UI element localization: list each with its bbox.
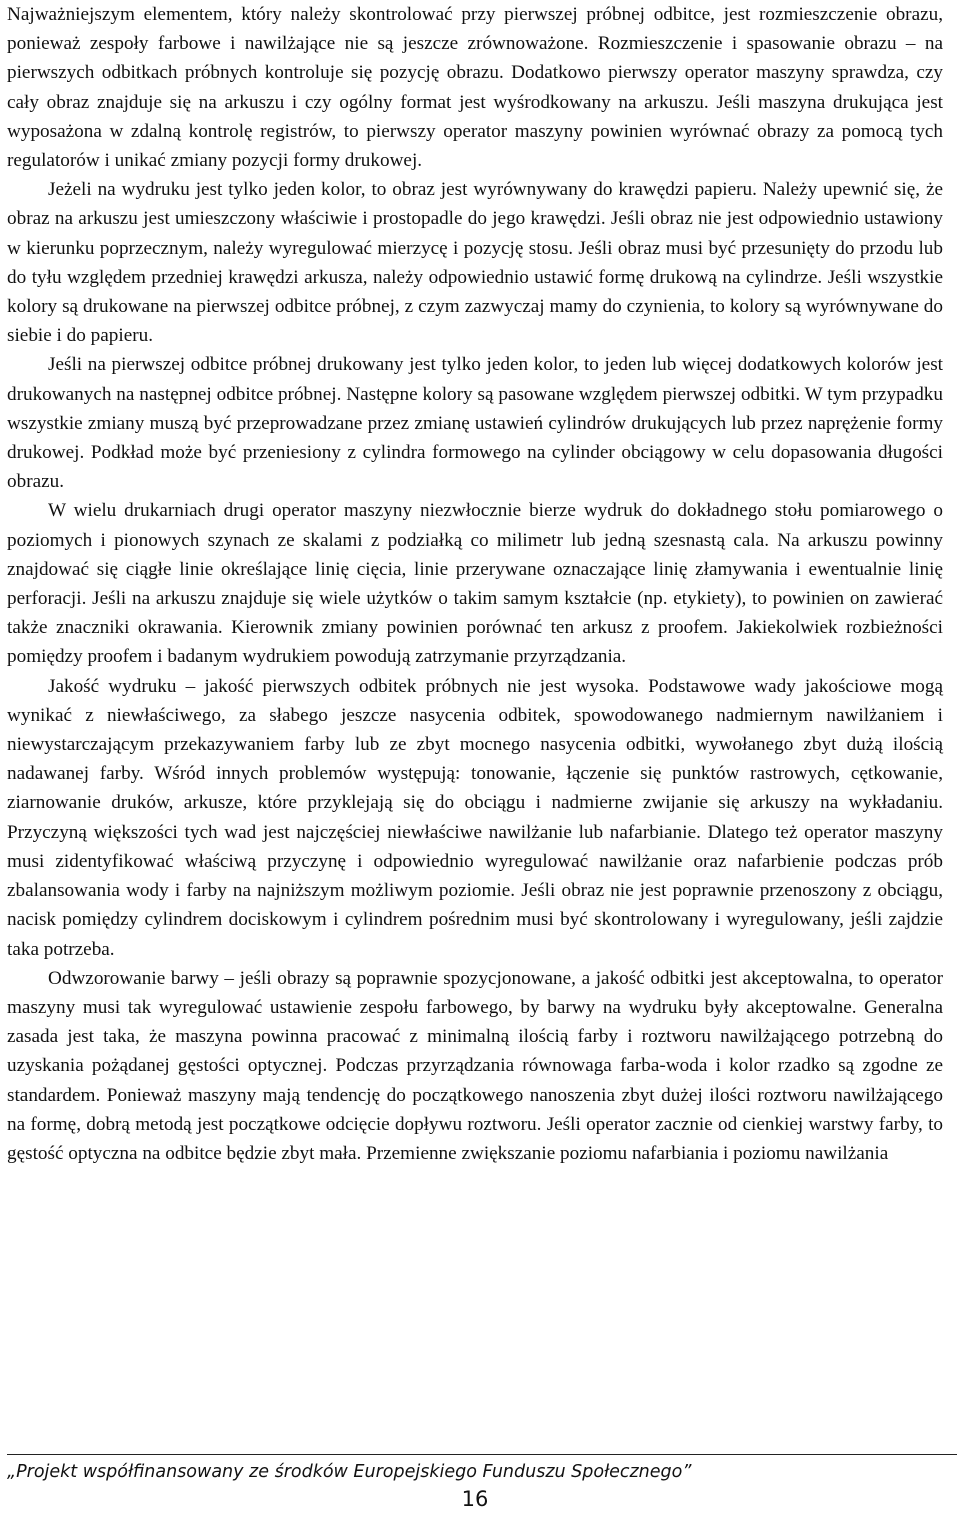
page-number: 16 [461, 1487, 489, 1511]
footer-text: „Projekt współfinansowany ze środków Europejskiego Funduszu Społecznego” [7, 1462, 692, 1482]
body-text [7, 0, 943, 1168]
paragraph: W wielu drukarniach drugi operator maszyny niezwłocznie bierze wydruk do dokładnego stołu pomiarowego o poziomych i pionowych szynach ze skalami z podziałką co milimetr lub jedną szesnastą cala. Na arkuszu powinny znajdować się ciągłe linie określające linię cięcia, linie przerywane oznaczające linię złamywania i ewentualnie linię perforacji. Jeśli na arkuszu znajduje się wiele użytków o takim samym kształcie (np. etykiety), to powinien on zawierać także znaczniki okrawania. Kierownik zmiany powinien porównać ten arkusz z proofem. Jakiekolwiek rozbieżności pomiędzy proofem i badanym wydrukiem powodują zatrzymanie przyrządzania. [7, 500, 943, 668]
paragraph: Jeśli na pierwszej odbitce próbnej drukowany jest tylko jeden kolor, to jeden lub więcej dodatkowych kolorów jest drukowanych na następnej odbitce próbnej. Następne kolory są pasowane względem pierwszej odbitki. W tym przypadku wszystkie zmiany muszą być przeprowadzane przez zmianę ustawień cylindrów drukujących lub przez naprężenie formy drukowej. Podkład może być przeniesiony z cylindra formowego na cylinder obciągowy w celu dopasowania długości obrazu. [7, 354, 943, 493]
paragraph: Odwzorowanie barwy – jeśli obrazy są poprawnie spozycjonowane, a jakość odbitki jest akceptowalna, to operator maszyny musi tak wyregulować ustawienie zespołu farbowego, by barwy na wydruku były akceptowalne. Generalna zasada jest taka, że maszyna powinna pracować z minimalną ilością farby i roztworu nawilżającego potrzebną do uzyskania pożądanej gęstości optycznej. Podczas przyrządzania równowaga farba-woda i kolor rzadko są zgodne ze standardem. Ponieważ maszyny mają tendencję do początkowego nanoszenia zbyt dużej ilości roztworu nawilżającego na formę, dobrą metodą jest początkowe odcięcie dopływu roztworu. Jeśli operator zacznie od cienkiej warstwy farby, to gęstość optyczna na odbitce będzie zbyt mała. Przemienne zwiększanie poziomu nafarbiania i poziomu nawilżania [7, 967, 943, 1164]
paragraph: Jakość wydruku – jakość pierwszych odbitek próbnych nie jest wysoka. Podstawowe wady jakościowe mogą wynikać z niewłaściwego, za słabego jeszcze nasycenia odbitek, spowodowanego nadmiernym nawilżaniem i niewystarczającym przekazywaniem farby lub ze zbyt mocnego nasycenia odbitki, wywołanego zbyt dużą ilością nadawanej farby. Wśród innych problemów występują: tonowanie, łączenie się punktów rastrowych, cętkowanie, ziarnowanie druków, arkusze, które przyklejają się do obciągu i nadmierne zwijanie się arkuszy na wykładaniu. Przyczyną większości tych wad jest najczęściej niewłaściwe nawilżanie lub nafarbianie. Dlatego też operator maszyny musi zidentyfikować właściwą przyczynę i odpowiednio wyregulować nawilżanie oraz nafarbienie podczas prób zbalansowania wody i farby na najniższym możliwym poziomie. Jeśli obraz nie jest poprawnie przenoszony z obciągu, nacisk pomiędzy cylindrem dociskowym i cylindrem pośrednim musi być skontrolowany i wyregulowany, jeśli zajdzie taka potrzeba. [7, 675, 943, 960]
footer-divider [7, 1454, 957, 1455]
paragraph: Jeżeli na wydruku jest tylko jeden kolor, to obraz jest wyrównywany do krawędzi papieru. Należy upewnić się, że obraz na arkuszu jest umieszczony właściwie i prostopadle do jego krawędzi. Jeśli obraz nie jest odpowiednio ustawiony w kierunku poprzecznym, należy wyregulować mierzycę i pozycję stosu. Jeśli obraz musi być przesunięty do przodu lub do tyłu względem przedniej krawędzi arkusza, należy odpowiednio ustawić formę drukową na cylindrze. Jeśli wszystkie kolory są drukowane na pierwszej odbitce próbnej, z czym zazwyczaj mamy do czynienia, to kolory są wyrównywane do siebie i do papieru. [7, 179, 943, 347]
paragraph: Najważniejszym elementem, który należy skontrolować przy pierwszej próbnej odbitce, jest rozmieszczenie obrazu, ponieważ zespoły farbowe i nawilżające nie są jeszcze zrównoważone. Rozmieszczenie i spasowanie obrazu – na pierwszych odbitkach próbnych kontroluje się pozycję obrazu. Dodatkowo pierwszy operator maszyny sprawdza, czy cały obraz znajduje się na arkuszu i czy ogólny format jest wyśrodkowany na arkuszu. Jeśli maszyna drukująca jest wyposażona w zdalną kontrolę registrów, to pierwszy operator maszyny powinien wyrównać obrazy za pomocą tych regulatorów i unikać zmiany pozycji formy drukowej. [7, 4, 943, 172]
